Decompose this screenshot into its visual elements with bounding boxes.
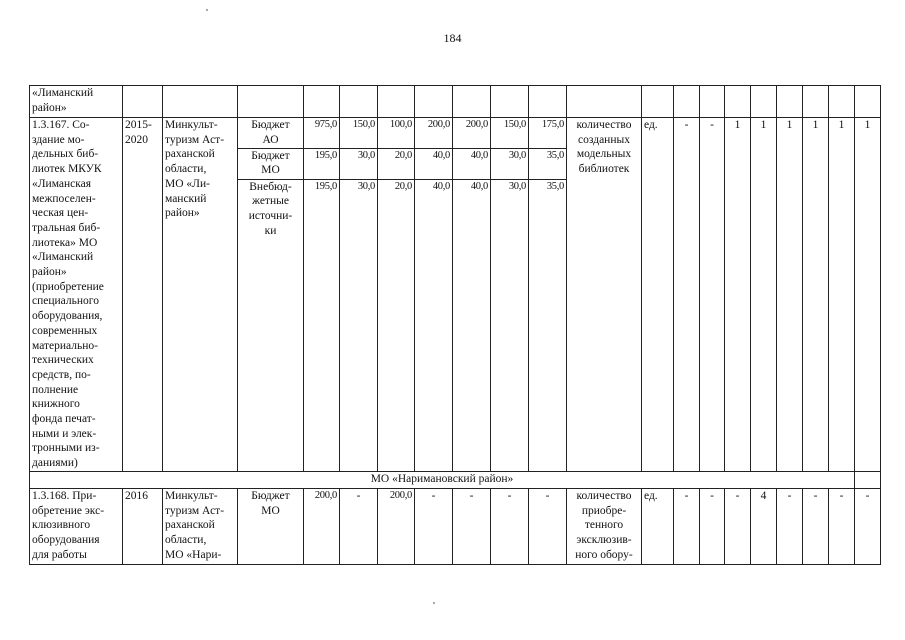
indicator-value: - (700, 488, 725, 564)
value-2018: 40,0 (453, 148, 491, 179)
indicator-value: - (829, 488, 855, 564)
value-2020: 35,0 (529, 148, 567, 179)
indicator-value: 1 (855, 118, 881, 472)
value-2019: 30,0 (491, 179, 529, 471)
table-row-1-3-168 (30, 488, 881, 564)
program-table (29, 85, 881, 565)
value-total: 195,0 (304, 148, 340, 179)
value-2016: 100,0 (378, 118, 415, 149)
indicator-value: 1 (777, 118, 803, 472)
value-2017: 40,0 (415, 179, 453, 471)
value-2017: 40,0 (415, 148, 453, 179)
indicator-value: 4 (751, 488, 777, 564)
value-2018: - (453, 488, 491, 564)
page-number: 184 (443, 31, 462, 45)
section-header: МО «Наримановский район» (30, 471, 855, 488)
value-2020: 175,0 (529, 118, 567, 149)
indicator-value: 1 (829, 118, 855, 472)
value-2019: 30,0 (491, 148, 529, 179)
value-2019: 150,0 (491, 118, 529, 149)
indicator-cell: количество приобре- тенного эксклюзив- ного обору- (567, 488, 642, 564)
value-2018: 40,0 (453, 179, 491, 471)
unit-cell: ед. (642, 118, 674, 472)
indicator-value: - (855, 488, 881, 564)
value-2015: 30,0 (340, 148, 378, 179)
entry-name-cell: 1.3.167. Со- здание мо- дельных биб- лиотек МКУК «Лиманская межпоселен- ческая цен- тральная биб- лиотека» МО «Лиманский район» (приобретение специального оборудования, современных материально- технических средств, по- полнение книжного фонда печат- ными и элек- тронными из- даниями) (30, 118, 123, 472)
value-total: 975,0 (304, 118, 340, 149)
scan-speck (433, 602, 435, 604)
value-2019: - (491, 488, 529, 564)
indicator-value: - (674, 488, 700, 564)
scan-speck (206, 9, 208, 11)
continued-entry-name: «Лиманский район» (30, 86, 123, 118)
value-2016: 20,0 (378, 179, 415, 471)
value-2016: 200,0 (378, 488, 415, 564)
value-total: 200,0 (304, 488, 340, 564)
indicator-value: - (777, 488, 803, 564)
value-total: 195,0 (304, 179, 340, 471)
section-header-row (30, 471, 881, 488)
source-label: Бюджет АО (238, 118, 304, 149)
value-2020: 35,0 (529, 179, 567, 471)
table-row-continued (30, 86, 881, 118)
table-row-1-3-167-ao (30, 118, 881, 149)
indicator-value: 1 (803, 118, 829, 472)
value-2018: 200,0 (453, 118, 491, 149)
indicator-value: 1 (751, 118, 777, 472)
unit-cell: ед. (642, 488, 674, 564)
indicator-value: - (700, 118, 725, 472)
source-label: Внебюд- жетные источни- ки (238, 179, 304, 471)
value-2015: 150,0 (340, 118, 378, 149)
indicator-value: - (674, 118, 700, 472)
indicator-value: - (725, 488, 751, 564)
source-label: Бюджет МО (238, 488, 304, 564)
entry-period-cell: 2015- 2020 (123, 118, 163, 472)
entry-name-cell: 1.3.168. При- обретение экс- клюзивного оборудования для работы (30, 488, 123, 564)
source-label: Бюджет МО (238, 148, 304, 179)
indicator-value: 1 (725, 118, 751, 472)
entry-executor-cell: Минкульт- туризм Аст- раханской области, МО «Нари- (163, 488, 238, 564)
value-2017: - (415, 488, 453, 564)
value-2017: 200,0 (415, 118, 453, 149)
entry-executor-cell: Минкульт- туризм Аст- раханской области, МО «Ли- манский район» (163, 118, 238, 472)
value-2020: - (529, 488, 567, 564)
entry-period-cell: 2016 (123, 488, 163, 564)
value-2015: 30,0 (340, 179, 378, 471)
indicator-cell: количество созданных модельных библиотек (567, 118, 642, 472)
value-2016: 20,0 (378, 148, 415, 179)
indicator-value: - (803, 488, 829, 564)
value-2015: - (340, 488, 378, 564)
